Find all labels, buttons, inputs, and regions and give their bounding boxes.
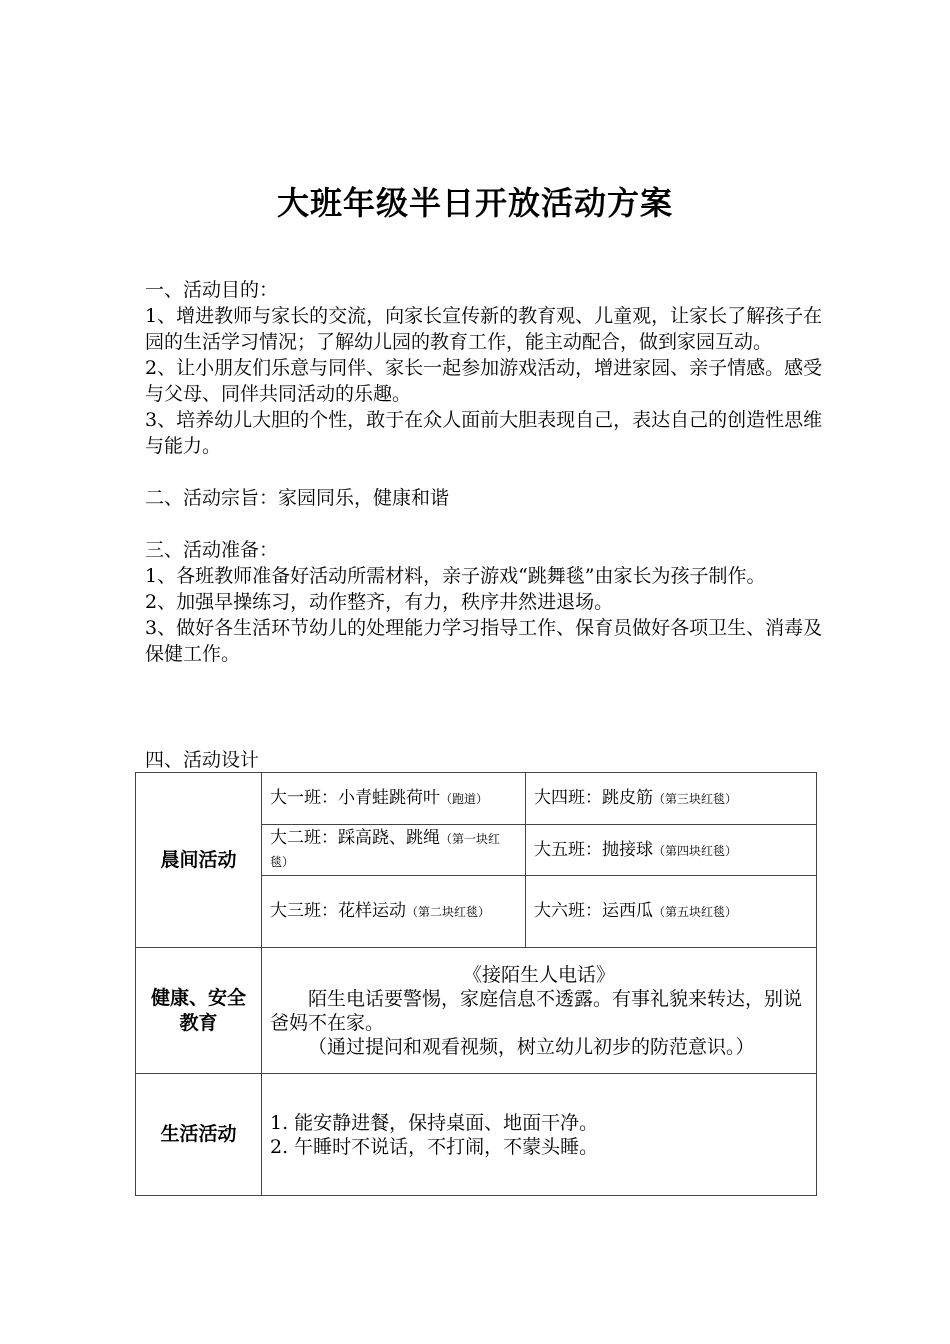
safety-lesson-text: 陌生电话要警惕，家庭信息不透露。有事礼貌来转达，别说爸妈不在家。 xyxy=(270,987,803,1034)
table-cell: 大五班：抛接球（第四块红毯） xyxy=(526,825,817,876)
table-cell: 大二班：踩高跷、跳绳（第一块红毯） xyxy=(262,825,526,876)
table-row xyxy=(136,1074,817,1196)
safety-lesson-title: 《接陌生人电话》 xyxy=(462,963,615,986)
document-body xyxy=(145,277,825,667)
table-cell: 大四班：跳皮筋（第三块红毯） xyxy=(526,773,817,825)
prep-item-2: 2、加强早操练习，动作整齐，有力，秩序井然进退场。 xyxy=(145,591,614,613)
activity-table xyxy=(135,772,817,1196)
table-row xyxy=(136,773,817,825)
section-heading-aim: 二、活动宗旨：家园同乐，健康和谐 xyxy=(145,487,450,509)
safety-lesson-note: （通过提问和观看视频，树立幼儿初步的防范意识。） xyxy=(308,1035,755,1058)
life-item-2: 2. 午睡时不说话，不打闹，不蒙头睡。 xyxy=(270,1135,599,1158)
purpose-item-1: 1、增进教师与家长的交流，向家长宣传新的教育观、儿童观，让家长了解孩子在园的生活学习情况；了解幼儿园的教育工作，能主动配合，做到家园互动。 xyxy=(145,305,823,353)
prep-item-3: 3、做好各生活环节幼儿的处理能力学习指导工作、保育员做好各项卫生、消毒及保健工作。 xyxy=(145,617,823,665)
purpose-item-2: 2、让小朋友们乐意与同伴、家长一起参加游戏活动，增进家园、亲子情感。感受与父母、同伴共同活动的乐趣。 xyxy=(145,357,823,405)
table-row xyxy=(136,948,817,1074)
life-item-1: 1. 能安静进餐，保持桌面、地面干净。 xyxy=(270,1111,599,1134)
table-cell: 大六班：运西瓜（第五块红毯） xyxy=(526,876,817,948)
section-heading-design: 四、活动设计 xyxy=(145,749,260,771)
purpose-item-3: 3、培养幼儿大胆的个性，敢于在众人面前大胆表现自己，表达自己的创造性思维与能力。 xyxy=(145,409,823,457)
table-cell xyxy=(262,948,817,1074)
page-title: 大班年级半日开放活动方案 xyxy=(276,184,673,222)
section-heading-purpose: 一、活动目的： xyxy=(145,279,279,301)
row-header-safety: 健康、安全教育 xyxy=(136,948,262,1074)
table-cell: 大三班：花样运动（第二块红毯） xyxy=(262,876,526,948)
row-header-morning: 晨间活动 xyxy=(136,773,262,948)
table-cell xyxy=(262,1074,817,1196)
table-cell: 大一班：小青蛙跳荷叶（跑道） xyxy=(262,773,526,825)
section-heading-prep: 三、活动准备： xyxy=(145,539,279,561)
prep-item-1: 1、各班教师准备好活动所需材料，亲子游戏“跳舞毯”由家长为孩子制作。 xyxy=(145,565,766,587)
row-header-life: 生活活动 xyxy=(136,1074,262,1196)
